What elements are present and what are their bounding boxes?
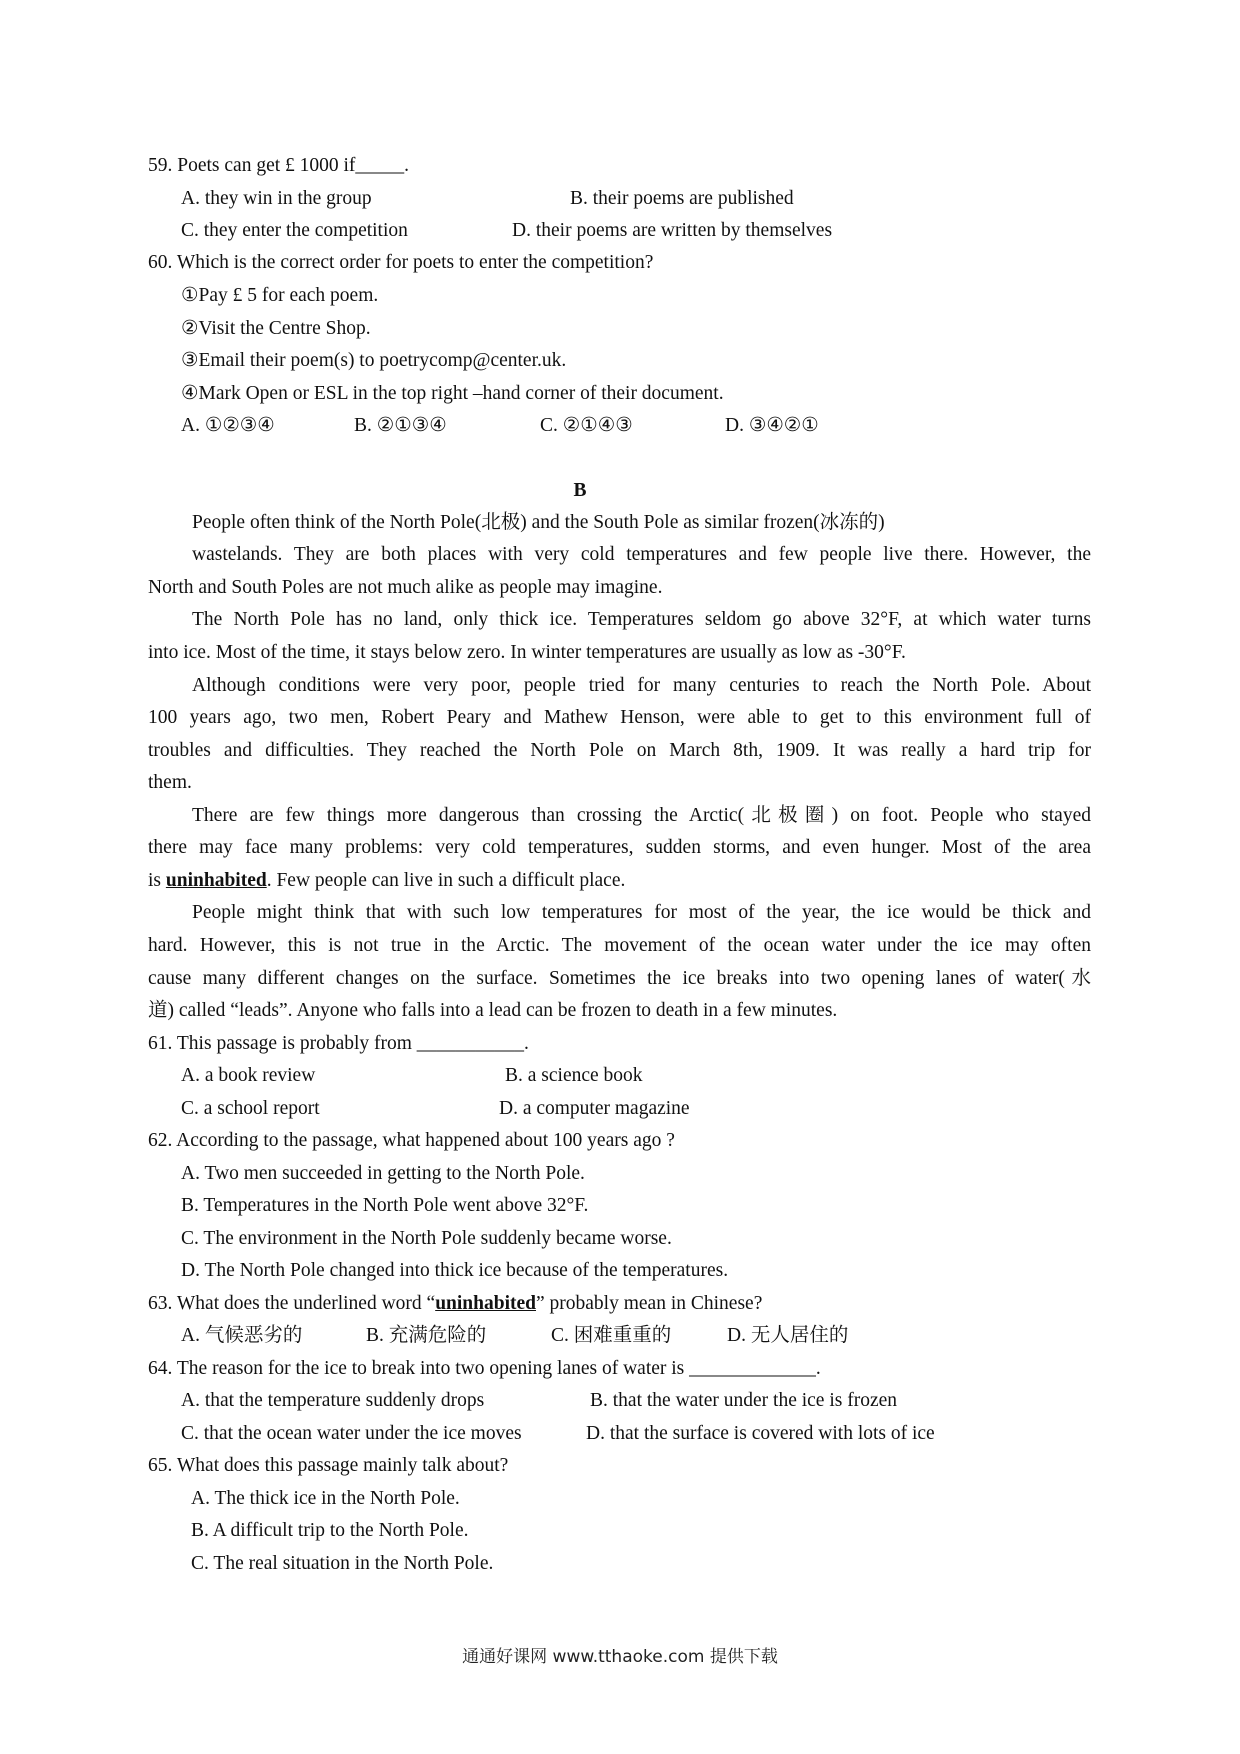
q64-option-a: A. that the temperature suddenly drops: [181, 1390, 485, 1411]
q63-option-a: A. 气候恶劣的: [181, 1325, 303, 1346]
q59-stem: 59. Poets can get £ 1000 if_____.: [148, 155, 410, 176]
q62-stem: 62. According to the passage, what happened about 100 years ago ?: [148, 1130, 675, 1151]
q59-option-a: A. they win in the group: [181, 188, 372, 209]
q60-option-c: C. ②①④③: [540, 415, 633, 436]
q62-option-a: A. Two men succeeded in getting to the North Pole.: [181, 1163, 585, 1184]
passage-p5-line4: 道) called “leads”. Anyone who falls into a lead can be frozen to death in a few minutes.: [148, 1000, 838, 1021]
underlined-word: uninhabited: [165, 870, 267, 891]
q59-option-d: D. their poems are written by themselves: [512, 220, 833, 241]
q64-stem: 64. The reason for the ice to break into two opening lanes of water is _____________.: [148, 1358, 821, 1379]
q63-stem-pre: 63. What does the underlined word “: [148, 1293, 436, 1314]
q65-option-c: C. The real situation in the North Pole.: [191, 1553, 494, 1574]
passage-p4-line3-post: . Few people can live in such a difficult place.: [266, 870, 626, 891]
q63-underlined-word: uninhabited: [435, 1293, 536, 1314]
q60-stem: 60. Which is the correct order for poets to enter the competition?: [148, 252, 654, 273]
q60-option-d: D. ③④②①: [725, 415, 819, 436]
passage-p1-line1: People often think of the North Pole(北极) and the South Pole as similar frozen(冰冻的): [192, 512, 885, 533]
q62-option-b: B. Temperatures in the North Pole went above 32°F.: [181, 1195, 589, 1216]
q63-option-d: D. 无人居住的: [727, 1325, 849, 1346]
q61-option-b: B. a science book: [505, 1065, 643, 1086]
q64-option-d: D. that the surface is covered with lots of ice: [586, 1423, 935, 1444]
q63-stem: [148, 1294, 762, 1314]
q62-option-c: C. The environment in the North Pole suddenly became worse.: [181, 1228, 672, 1249]
q60-step-1: ①Pay £ 5 for each poem.: [181, 285, 379, 306]
section-heading: B: [573, 480, 587, 501]
passage-p1-line2: wastelands. They are both places with very cold temperatures and few people live there. However, the: [192, 544, 1091, 565]
passage-p2-line2: into ice. Most of the time, it stays below zero. In winter temperatures are usually as low as -30°F.: [148, 642, 906, 663]
passage-p3-line3: troubles and difficulties. They reached the North Pole on March 8th, 1909. It was really a hard trip for: [148, 740, 1091, 761]
page-footer: 通通好课网 www.tthaoke.com 提供下载: [462, 1647, 778, 1667]
passage-p5-line3: cause many different changes on the surface. Sometimes the ice breaks into two opening lanes of water(水: [148, 968, 1091, 989]
q59-option-b: B. their poems are published: [570, 188, 794, 209]
q59-option-c: C. they enter the competition: [181, 220, 408, 241]
passage-p3-line4: them.: [148, 772, 192, 793]
q61-stem: 61. This passage is probably from ___________.: [148, 1033, 529, 1054]
q60-step-3: ③Email their poem(s) to poetrycomp@center.uk.: [181, 350, 567, 371]
q61-option-a: A. a book review: [181, 1065, 316, 1086]
passage-p5-line2: hard. However, this is not true in the Arctic. The movement of the ocean water under the ice may often: [148, 935, 1091, 956]
passage-p5-line1: People might think that with such low temperatures for most of the year, the ice would be thick and: [192, 902, 1091, 923]
passage-p4-line2: there may face many problems: very cold temperatures, sudden storms, and even hunger. Most of the area: [148, 837, 1091, 858]
q60-step-2: ②Visit the Centre Shop.: [181, 318, 371, 339]
q60-option-b: B. ②①③④: [354, 415, 447, 436]
q60-option-a: A. ①②③④: [181, 415, 275, 436]
q62-option-d: D. The North Pole changed into thick ice because of the temperatures.: [181, 1260, 729, 1281]
passage-p4-line3: [148, 871, 625, 891]
passage-p3-line1: Although conditions were very poor, people tried for many centuries to reach the North Pole. About: [192, 675, 1091, 696]
passage-p2-line1: The North Pole has no land, only thick ice. Temperatures seldom go above 32°F, at which water turns: [192, 609, 1091, 630]
q65-option-b: B. A difficult trip to the North Pole.: [191, 1520, 469, 1541]
q64-option-c: C. that the ocean water under the ice moves: [181, 1423, 522, 1444]
q65-option-a: A. The thick ice in the North Pole.: [191, 1488, 460, 1509]
q61-option-d: D. a computer magazine: [499, 1098, 690, 1119]
passage-p4-line1: There are few things more dangerous than crossing the Arctic(北极圈) on foot. People who stayed: [192, 805, 1091, 826]
q63-option-b: B. 充满危险的: [366, 1325, 487, 1346]
passage-p4-line3-pre: is: [148, 870, 166, 891]
passage-p1-line3: North and South Poles are not much alike as people may imagine.: [148, 577, 663, 598]
q63-stem-post: ” probably mean in Chinese?: [536, 1293, 763, 1314]
q60-step-4: ④Mark Open or ESL in the top right –hand corner of their document.: [181, 383, 724, 404]
passage-p3-line2: 100 years ago, two men, Robert Peary and Mathew Henson, were able to get to this environment full of: [148, 707, 1091, 728]
q61-option-c: C. a school report: [181, 1098, 320, 1119]
q65-stem: 65. What does this passage mainly talk about?: [148, 1455, 509, 1476]
q63-option-c: C. 困难重重的: [551, 1325, 672, 1346]
q64-option-b: B. that the water under the ice is frozen: [590, 1390, 898, 1411]
